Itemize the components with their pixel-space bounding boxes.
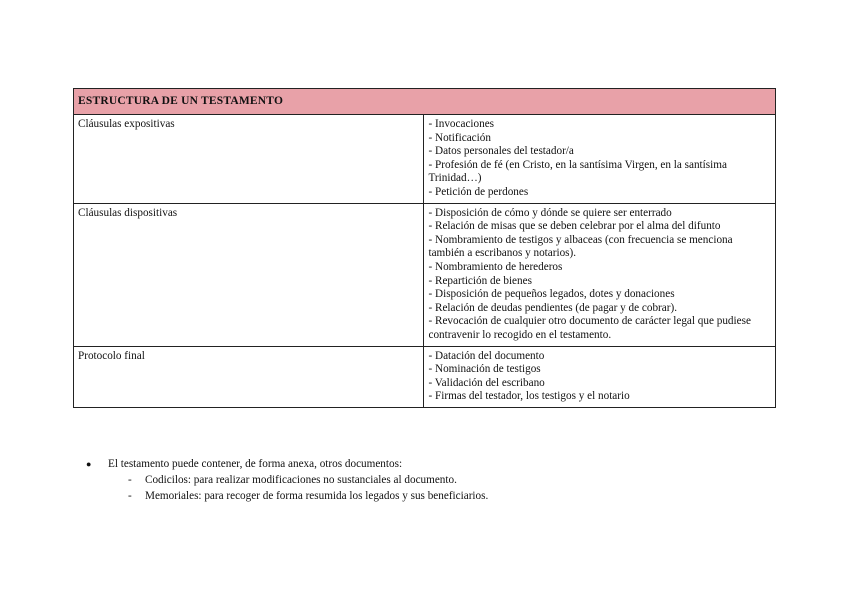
- dash-icon: -: [128, 474, 132, 486]
- list-item: - Invocaciones: [428, 118, 495, 130]
- sub-item-text: Codicilos: para realizar modificaciones no sustanciales al documento.: [145, 474, 457, 486]
- list-item: - Firmas del testador, los testigos y el notario: [428, 390, 630, 403]
- list-item: - Profesión de fé (en Cristo, en la santísima Virgen, en la santísima Trinidad…): [428, 158, 727, 185]
- dash-icon: -: [128, 490, 132, 502]
- list-item: - Relación de misas que se deben celebrar por el alma del difunto: [428, 220, 721, 233]
- list-item: - Relación de deudas pendientes (de pagar y de cobrar).: [428, 301, 677, 314]
- bullet-item: [86, 456, 786, 472]
- row-label-expositivas: Cláusulas expositivas: [74, 115, 424, 204]
- row-label-dispositivas: Cláusulas dispositivas: [74, 203, 424, 346]
- list-item: - Datos personales del testador/a: [428, 145, 574, 158]
- list-item: - Disposición de pequeños legados, dotes y donaciones: [428, 288, 675, 301]
- sub-list-item: [128, 472, 786, 488]
- list-item: - Nombramiento de testigos y albaceas (con frecuencia se menciona también a escribanos y notarios).: [428, 233, 733, 260]
- list-item: - Nombramiento de herederos: [428, 260, 563, 273]
- row-items-dispositivas: [424, 203, 776, 346]
- table-row: [74, 115, 776, 204]
- list-item: - Datación del documento: [428, 349, 545, 362]
- table-title: ESTRUCTURA DE UN TESTAMENTO: [74, 89, 776, 115]
- list-item: - Disposición de cómo y dónde se quiere ser enterrado: [428, 206, 672, 219]
- row-items-expositivas: [424, 115, 776, 204]
- bullet-icon: ●: [86, 459, 92, 469]
- list-item: - Repartición de bienes: [428, 274, 532, 287]
- table-row: [74, 346, 776, 407]
- list-item: - Revocación de cualquier otro documento de carácter legal que pudiese contravenir lo recogido en el testamento.: [428, 315, 751, 341]
- sub-item-text: Memoriales: para recoger de forma resumida los legados y sus beneficiarios.: [145, 490, 489, 502]
- notes-section: [86, 456, 786, 504]
- table-row: [74, 203, 776, 346]
- bullet-text: El testamento puede contener, de forma anexa, otros documentos:: [108, 458, 403, 470]
- list-item: - Nominación de testigos: [428, 363, 541, 376]
- row-items-protocolo-final: [424, 346, 776, 407]
- sub-list: [86, 472, 786, 504]
- testament-structure-table: [73, 88, 776, 408]
- row-label-protocolo-final: Protocolo final: [74, 346, 424, 407]
- list-item: - Petición de perdones: [428, 185, 529, 198]
- list-item: - Validación del escribano: [428, 376, 545, 389]
- list-item: - Notificación: [428, 131, 491, 144]
- table-header-row: [74, 89, 776, 115]
- sub-list-item: [128, 488, 786, 504]
